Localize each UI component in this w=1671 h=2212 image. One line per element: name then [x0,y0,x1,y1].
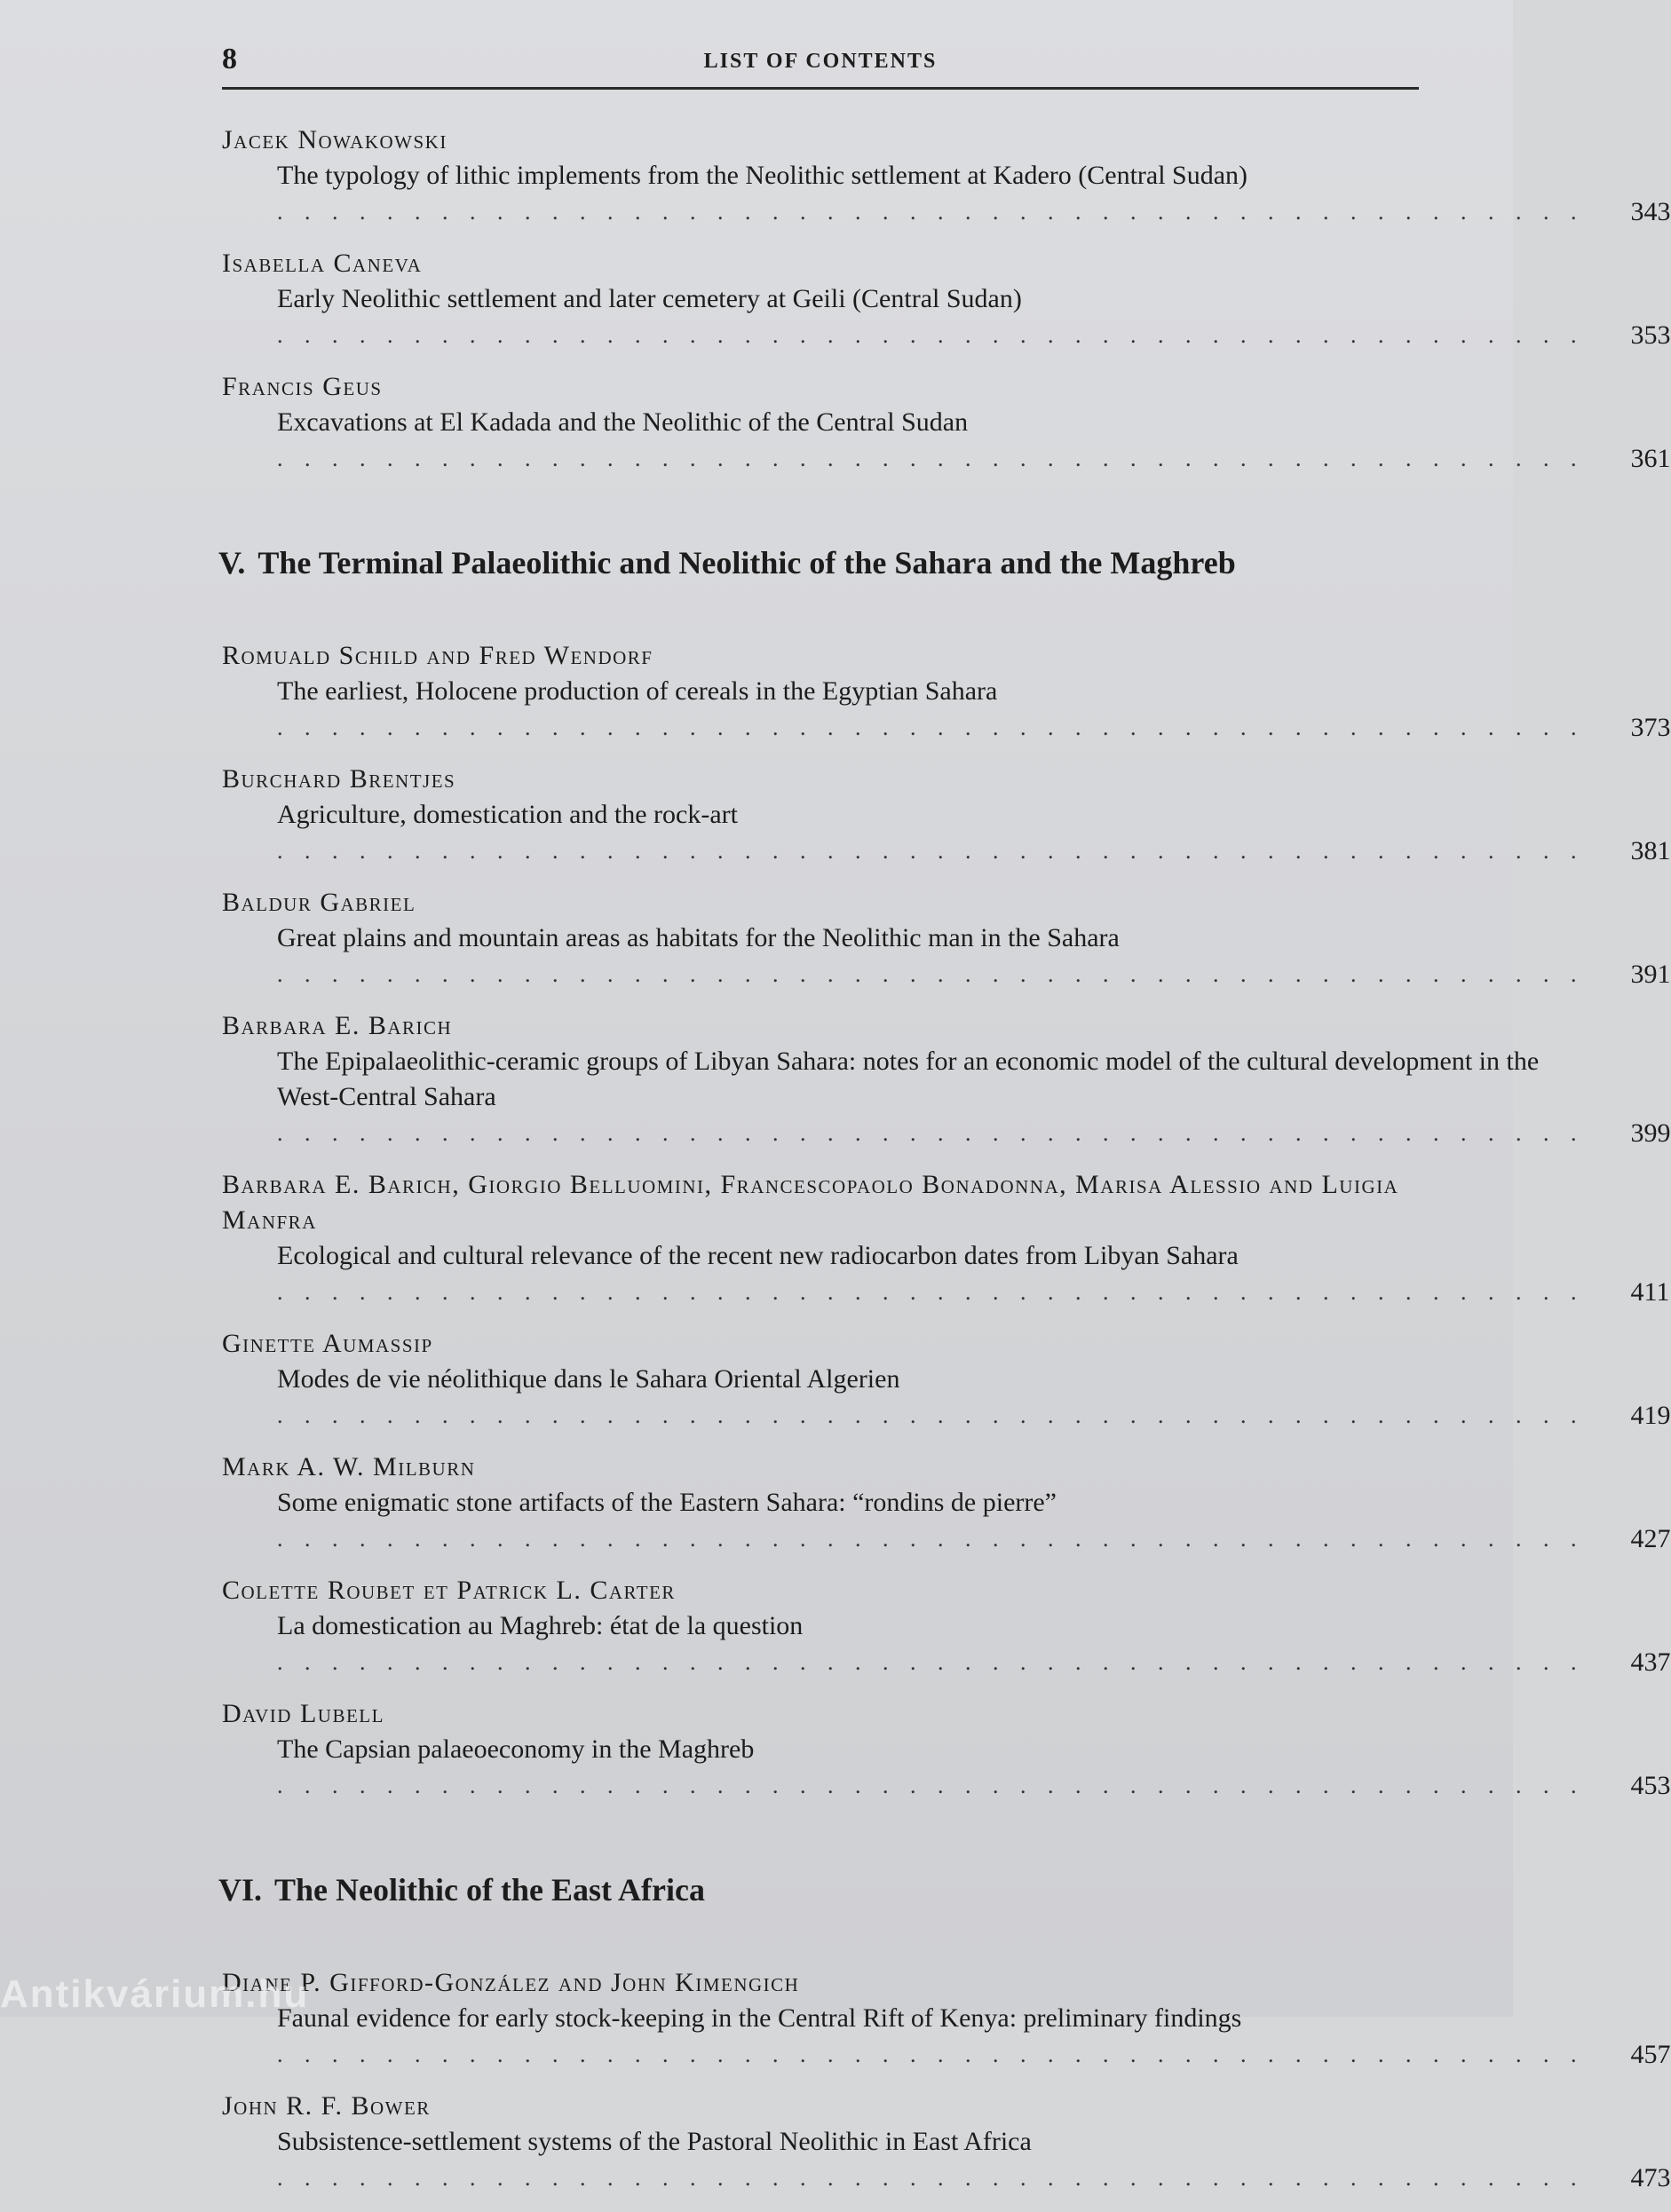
entry-author: Jacek Nowakowski [222,125,447,154]
entry-title-row[interactable] [206,405,1671,477]
entry-title: Excavations at El Kadada and the Neolithic of the Central Sudan . . . . . . . . . . . . . . . . . . . . . . . . . . . . . . . . . . . . . . . . . . . . . . . . [277,407,1585,471]
toc-entry [206,885,1671,992]
entry-title: Ecological and cultural relevance of the recent new radiocarbon dates from Libyan Sahara . . . . . . . . . . . . . . . . . . . . . . . . . . . . . . . . . . . . . . . . . . . . . . . . [277,1241,1585,1305]
watermark: Antikvárium.hu [0,1972,310,2016]
entry-title: Early Neolithic settlement and later cemetery at Geili (Central Sudan) . . . . . . . . . . . . . . . . . . . . . . . . . . . . . . . . . . . . . . . . . . . . . . . . [277,284,1585,348]
leader-dots: . . . . . . . . . . . . . . . . . . . . . . . . . . . . . . . . . . . . . . . . . . . . . . . . [277,2165,1585,2191]
entry-author: David Lubell [222,1699,384,1728]
leader-dots: . . . . . . . . . . . . . . . . . . . . . . . . . . . . . . . . . . . . . . . . . . . . . . . . [277,1773,1585,1798]
entry-title-row[interactable] [206,1044,1671,1151]
entry-page-ref: 411 [1630,1277,1670,1307]
leader-dots: . . . . . . . . . . . . . . . . . . . . . . . . . . . . . . . . . . . . . . . . . . . . . . . . [277,1120,1585,1146]
entry-title-row[interactable] [206,281,1671,353]
section-number: VI. [218,1872,263,1908]
entry-title: Faunal evidence for early stock-keeping in the Central Rift of Kenya: preliminary findings . . . . . . . . . . . . . . . . . . . . . . . . . . . . . . . . . . . . . . . . . . . . . . . . [277,2003,1585,2067]
toc-entry [206,246,1671,353]
entry-page-ref: 373 [1630,713,1671,742]
leader-dots: . . . . . . . . . . . . . . . . . . . . . . . . . . . . . . . . . . . . . . . . . . . . . . . . [277,2042,1585,2067]
entry-author: Burchard Brentjes [222,764,456,794]
entry-author: Barbara E. Barich [222,1011,453,1040]
entry-title-row[interactable] [206,797,1671,869]
entry-title: Agriculture, domestication and the rock-art . . . . . . . . . . . . . . . . . . . . . . . . . . . . . . . . . . . . . . . . . . . . . . . . [277,800,1585,864]
entry-author: John R. F. Bower [222,2091,431,2121]
entry-title-row[interactable] [206,2001,1671,2073]
entry-page-ref: 381 [1630,836,1671,865]
leader-dots: . . . . . . . . . . . . . . . . . . . . . . . . . . . . . . . . . . . . . . . . . . . . . . . . [277,838,1585,864]
entry-page-ref: 457 [1630,2040,1671,2069]
entry-author: Isabella Caneva [222,249,423,278]
section-heading-vi [218,1869,1433,1910]
page-number: 8 [222,43,237,75]
entry-title-row[interactable] [206,1485,1671,1557]
page-header [222,43,1419,90]
toc-entry [206,1450,1671,1557]
toc-entry [206,1573,1671,1680]
toc-entry [206,762,1671,869]
toc-entry [206,2089,1671,2196]
entry-page-ref: 419 [1630,1401,1671,1430]
contents-list [206,122,1671,2212]
entry-page-ref: 437 [1630,1647,1671,1677]
entry-page-ref: 353 [1630,320,1671,350]
entry-group-vi [206,1965,1671,2196]
entry-page-ref: 391 [1630,960,1671,989]
entry-page-ref: 473 [1630,2163,1671,2192]
entry-author: Diane P. Gifford-González and John Kimengich [222,1968,800,1997]
entry-group-iv [206,122,1671,477]
entry-author: Ginette Aumassip [222,1329,433,1358]
entry-page-ref: 453 [1630,1771,1671,1800]
section-number: V. [218,545,246,581]
entry-title: The earliest, Holocene production of cereals in the Egyptian Sahara . . . . . . . . . . . . . . . . . . . . . . . . . . . . . . . . . . . . . . . . . . . . . . . . [277,676,1585,740]
leader-dots: . . . . . . . . . . . . . . . . . . . . . . . . . . . . . . . . . . . . . . . . . . . . . . . . [277,322,1585,348]
entry-author: Colette Roubet et Patrick L. Carter [222,1576,676,1605]
entry-author: Romuald Schild and Fred Wendorf [222,641,653,670]
entry-title: Modes de vie néolithique dans le Sahara Oriental Algerien . . . . . . . . . . . . . . . . . . . . . . . . . . . . . . . . . . . . . . . . . . . . . . . . [277,1364,1585,1428]
toc-entry [206,1008,1671,1151]
toc-entry [206,1965,1671,2073]
leader-dots: . . . . . . . . . . . . . . . . . . . . . . . . . . . . . . . . . . . . . . . . . . . . . . . . [277,1649,1585,1675]
section-heading-v [218,542,1433,583]
entry-page-ref: 343 [1630,197,1671,226]
entry-author: Barbara E. Barich, Giorgio Belluomini, Francescopaolo Bonadonna, Marisa Alessio and Luigia Manfra [222,1170,1399,1235]
toc-entry [206,1696,1671,1804]
entry-title: The typology of lithic implements from the Neolithic settlement at Kadero (Central Sudan) . . . . . . . . . . . . . . . . . . . . . . . . . . . . . . . . . . . . . . . . . . . . . . . . [277,161,1585,225]
entry-title: Subsistence-settlement systems of the Pastoral Neolithic in East Africa . . . . . . . . . . . . . . . . . . . . . . . . . . . . . . . . . . . . . . . . . . . . . . . . [277,2127,1585,2191]
entry-title: Great plains and mountain areas as habitats for the Neolithic man in the Sahara . . . . . . . . . . . . . . . . . . . . . . . . . . . . . . . . . . . . . . . . . . . . . . . . [277,923,1585,987]
entry-page-ref: 399 [1630,1118,1671,1148]
entry-title: The Epipalaeolithic-ceramic groups of Libyan Sahara: notes for an economic model of the cultural development in the West-Central Sahara . . . . . . . . . . . . . . . . . . . . . . . . . . . . . . . . . . . . . . . . . . . . . . . . [277,1047,1585,1146]
entry-author: Baldur Gabriel [222,888,416,917]
leader-dots: . . . . . . . . . . . . . . . . . . . . . . . . . . . . . . . . . . . . . . . . . . . . . . . . [277,446,1585,471]
toc-entry [206,369,1671,477]
leader-dots: . . . . . . . . . . . . . . . . . . . . . . . . . . . . . . . . . . . . . . . . . . . . . . . . [277,715,1585,740]
leader-dots: . . . . . . . . . . . . . . . . . . . . . . . . . . . . . . . . . . . . . . . . . . . . . . . . [277,1279,1585,1305]
entry-author: Francis Geus [222,372,383,401]
leader-dots: . . . . . . . . . . . . . . . . . . . . . . . . . . . . . . . . . . . . . . . . . . . . . . . . [277,199,1585,225]
section-title: The Neolithic of the East Africa [274,1872,705,1908]
toc-entry [206,1326,1671,1434]
entry-page-ref: 361 [1630,444,1671,473]
entry-title-row[interactable] [206,674,1671,746]
entry-title-row[interactable] [206,1362,1671,1434]
entry-group-v [206,638,1671,1804]
toc-entry [206,1167,1670,1310]
entry-title-row[interactable] [206,1238,1670,1310]
entry-title-row[interactable] [206,2124,1671,2196]
entry-title-row[interactable] [206,1732,1671,1804]
entry-page-ref: 427 [1630,1524,1671,1553]
section-title: The Terminal Palaeolithic and Neolithic of the Sahara and the Maghreb [257,545,1236,581]
running-head: LIST OF CONTENTS [703,50,938,73]
entry-title: La domestication au Maghreb: état de la question . . . . . . . . . . . . . . . . . . . . . . . . . . . . . . . . . . . . . . . . . . . . . . . . [277,1611,1585,1675]
leader-dots: . . . . . . . . . . . . . . . . . . . . . . . . . . . . . . . . . . . . . . . . . . . . . . . . [277,961,1585,987]
entry-title-row[interactable] [206,158,1671,230]
toc-entry [206,638,1671,746]
entry-author: Mark A. W. Milburn [222,1452,476,1481]
leader-dots: . . . . . . . . . . . . . . . . . . . . . . . . . . . . . . . . . . . . . . . . . . . . . . . . [277,1526,1585,1552]
entry-title-row[interactable] [206,1608,1671,1680]
entry-title: Some enigmatic stone artifacts of the Eastern Sahara: “rondins de pierre” . . . . . . . . . . . . . . . . . . . . . . . . . . . . . . . . . . . . . . . . . . . . . . . . [277,1488,1585,1552]
entry-title-row[interactable] [206,920,1671,992]
leader-dots: . . . . . . . . . . . . . . . . . . . . . . . . . . . . . . . . . . . . . . . . . . . . . . . . [277,1402,1585,1428]
entry-title: The Capsian palaeoeconomy in the Maghreb . . . . . . . . . . . . . . . . . . . . . . . . . . . . . . . . . . . . . . . . . . . . . . . . [277,1734,1585,1798]
toc-entry [206,122,1671,230]
